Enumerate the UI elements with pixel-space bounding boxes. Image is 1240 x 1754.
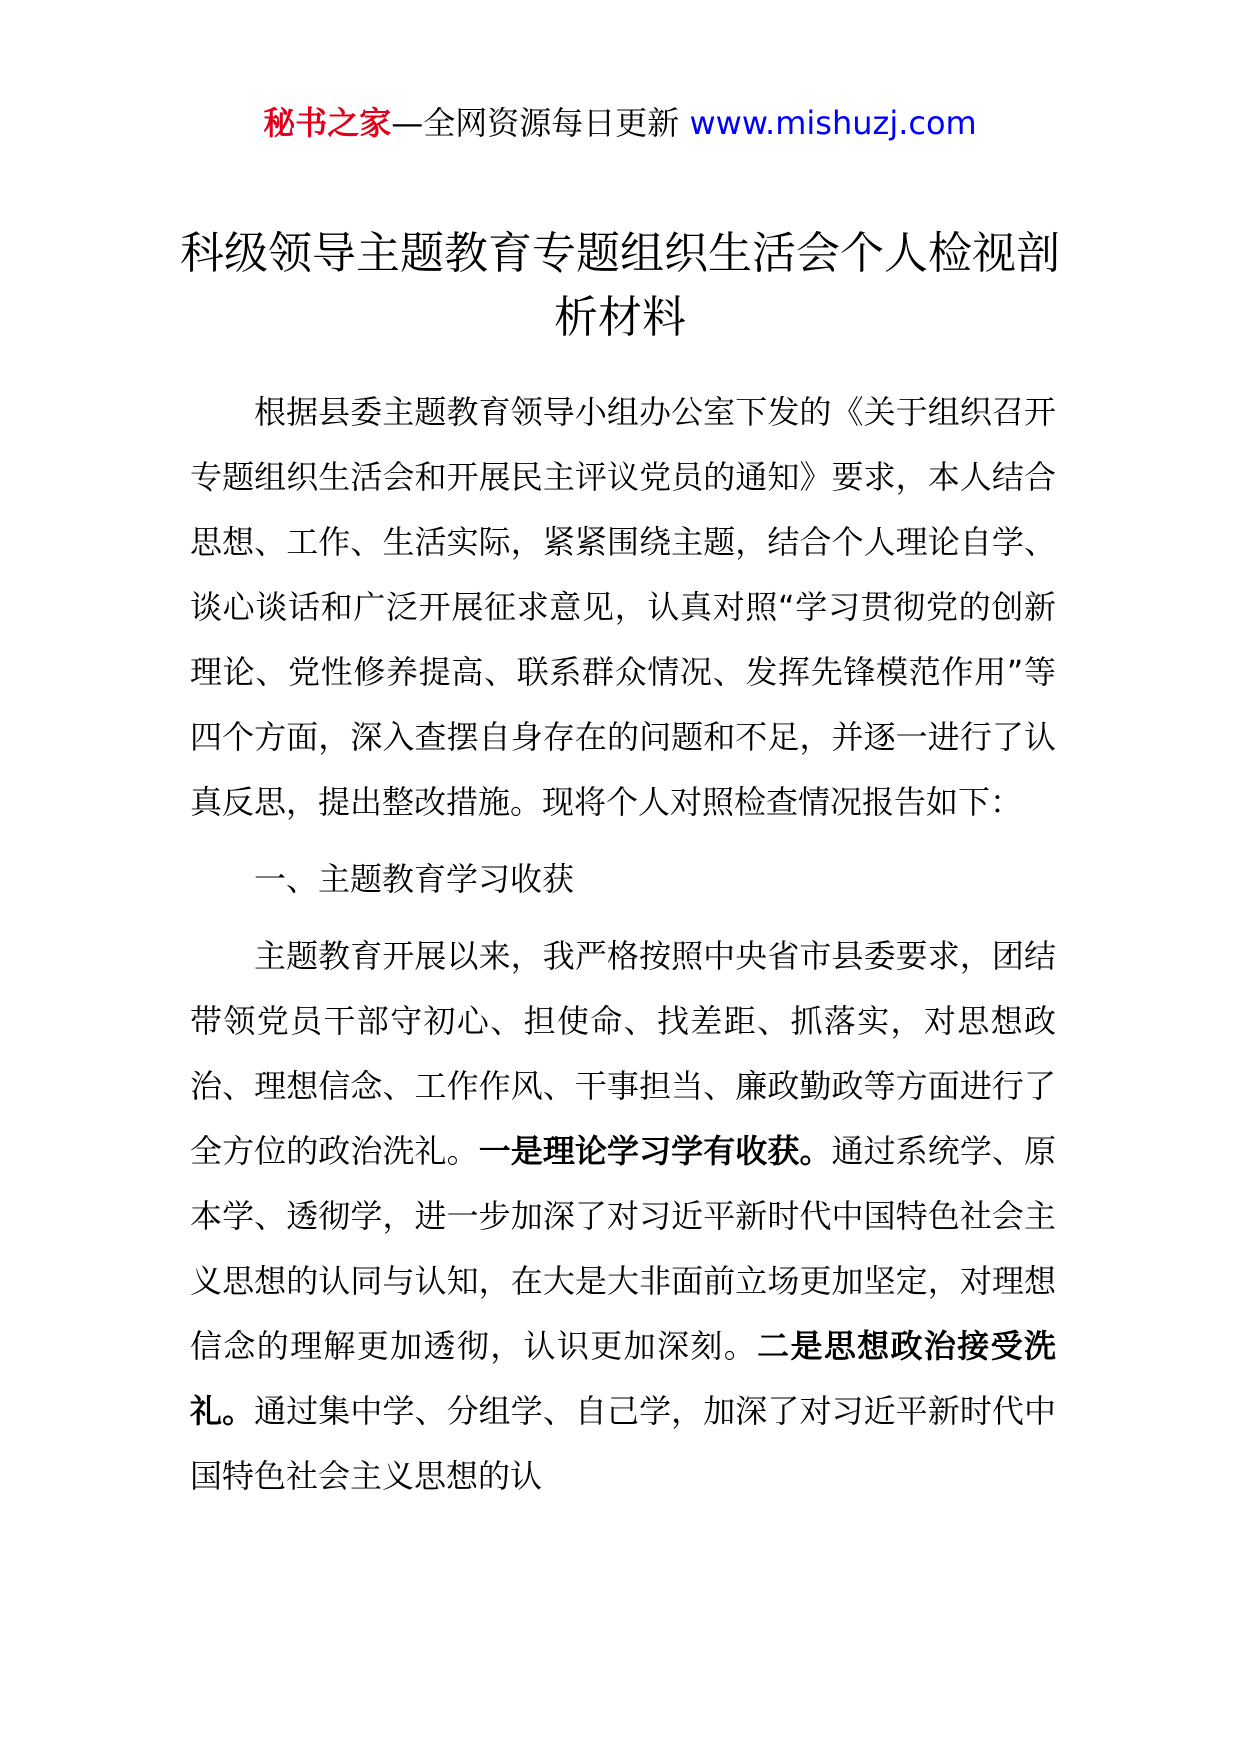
paragraph-text: 通过集中学、分组学、自己学，加深了对习近平新时代中国特色社会主义思想的认 <box>190 1392 1056 1495</box>
site-brand: 秘书之家 <box>263 104 392 142</box>
point-title: 一是理论学习学有收获。 <box>478 1132 832 1170</box>
document-title: 科级领导主题教育专题组织生活会个人检视剖析材料 <box>180 228 1060 343</box>
point-title: 二是思想政治接受洗礼。 <box>190 1327 1056 1430</box>
document-body <box>190 380 1056 1509</box>
site-header <box>0 100 1240 146</box>
paragraph-text: 通过系统学、原本学、透彻学，进一步加深了对习近平新时代中国特色社会主义思想的认同与认知，在大是大非面前立场更加坚定，对理想信念的理解更加透彻，认识更加深刻。 <box>190 1132 1056 1365</box>
section-paragraph <box>190 924 1056 1509</box>
site-url-link[interactable]: www.mishuzj.com <box>689 104 977 142</box>
intro-paragraph: 根据县委主题教育领导小组办公室下发的《关于组织召开专题组织生活会和开展民主评议党员的通知》要求，本人结合思想、工作、生活实际，紧紧围绕主题，结合个人理论自学、谈心谈话和广泛开展征求意见，认真对照“学习贯彻党的创新理论、党性修养提高、联系群众情况、发挥先锋模范作用”等四个方面，深入查摆自身存在的问题和不足，并逐一进行了认真反思，提出整改措施。现将个人对照检查情况报告如下： <box>190 393 1056 821</box>
section-heading: 一、主题教育学习收获 <box>254 860 575 898</box>
paragraph-text: 主题教育开展以来，我严格按照中央省市县委要求，团结带领党员干部守初心、担使命、找差距、抓落实，对思想政治、理想信念、工作作风、干事担当、廉政勤政等方面进行了全方位的政治洗礼。 <box>190 937 1056 1170</box>
site-slogan: —全网资源每日更新 <box>391 104 680 142</box>
